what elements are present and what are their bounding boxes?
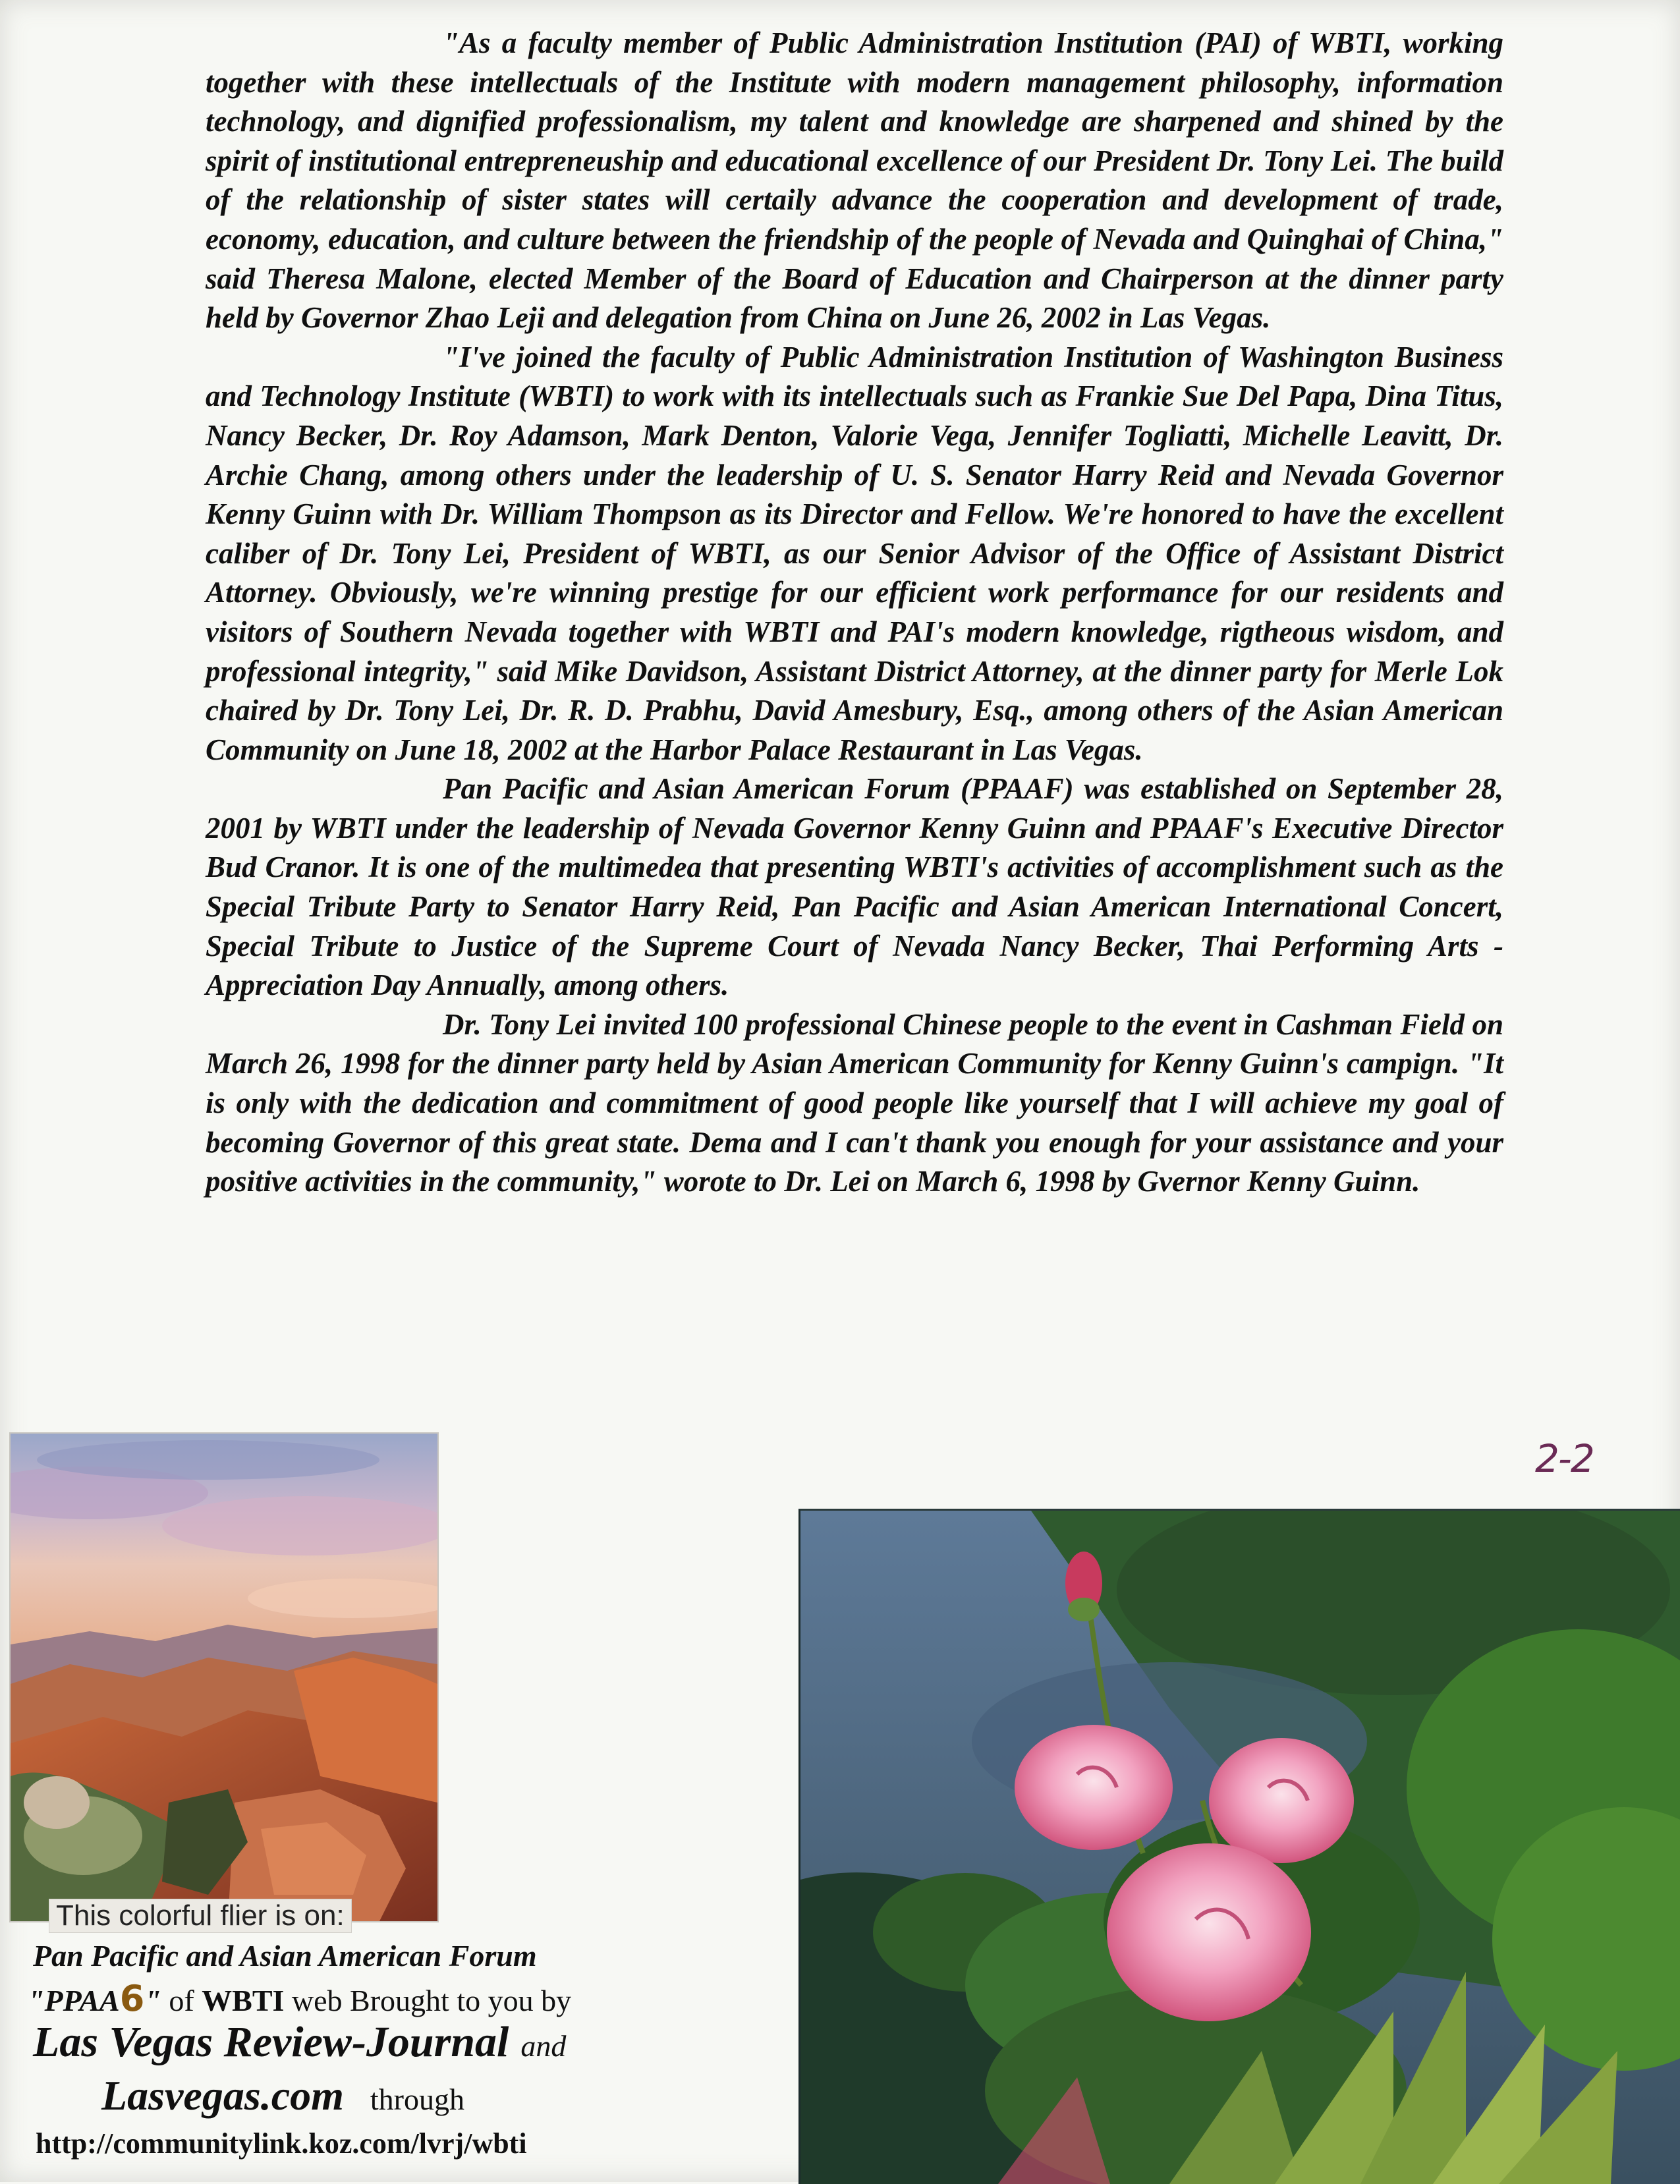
- flier-ppaa: "PPAA: [28, 1984, 120, 2017]
- flier-lasvegas: Lasvegas.com: [101, 2072, 344, 2119]
- canyon-photo: [9, 1432, 439, 1922]
- paragraph-ppaaf: Pan Pacific and Asian American Forum (PPAAF) was established on September 28, 2001 by WBTI under the leadership of Nevada Governor Kenny Guinn and PPAAF's Executive Director Bud Cranor. It is one of the multimedea that presenting WBTI's activities of accomplishment such as the Special Tribute Party to Senator Harry Reid, Pan Pacific and Asian American International Concert, Special Tribute to Justice of the Supreme Court of Nevada Nancy Becker, Thai Performing Arts - Appreciation Day Annually, among others.: [206, 772, 1503, 1002]
- roses-illustration: [800, 1511, 1680, 2184]
- paragraph-mike-davidson: "I've joined the faculty of Public Administration Institution of Washington Business and Technology Institute (WBTI) to work with its intellectuals such as Frankie Sue Del Papa, Dina Titus, Nancy Becker, Dr. Roy Adamson, Mark Denton, Valorie Vega, Jennifer Togliatti, Michelle Leavitt, Dr. Archie Chang, among others under the leadership of U. S. Senator Harry Reid and Nevada Governor Kenny Guinn with Dr. William Thompson as its Director and Fellow. We're honored to have the excellent caliber of Dr. Tony Lei, President of WBTI, as our Senior Advisor of the Office of Assistant District Attorney. Obviously, we're winning prestige for our efficient work performance for our residents and visitors of Southern Nevada together with WBTI and PAI's modern knowledge, rigtheous wisdom, and professional integrity," said Mike Davidson, Assistant District Attorney, at the dinner party for Merle Lok chaired by Dr. Tony Lei, Dr. R. D. Prabhu, David Amesbury, Esq., among others of the Asian American Community on June 18, 2002 at the Harbor Palace Restaurant in Las Vegas.: [206, 340, 1503, 766]
- flier-quote-close: ": [144, 1984, 161, 2017]
- flier-lasvegas-line: [101, 2071, 464, 2120]
- flier-caption: [9, 1891, 655, 2181]
- flier-wbti: WBTI: [202, 1984, 285, 2017]
- flier-of: of: [161, 1984, 202, 2017]
- flier-forum-name: Pan Pacific and Asian American Forum: [33, 1939, 537, 1973]
- flier-through: through: [370, 2083, 465, 2116]
- flier-label: This colorful flier is on:: [49, 1899, 352, 1933]
- canyon-illustration: [11, 1434, 437, 1921]
- flier-lvrj-line: [33, 2017, 566, 2067]
- flier-lvrj: Las Vegas Review-Journal: [33, 2018, 509, 2066]
- roses-photo: [798, 1509, 1680, 2184]
- paragraph-theresa-malone: "As a faculty member of Public Administration Institution (PAI) of WBTI, working together with these intellectuals of the Institute with modern management philosophy, information technology, and dignified professionalism, my talent and knowledge are sharpened and shined by the spirit of institutional entrepreneuship and educational excellence of our President Dr. Tony Lei. The build of the relationship of sister states will certaily advance the cooperation and development of trade, economy, education, and culture between the friendship of the people of Nevada and Quinghai of China," said Theresa Malone, elected Member of the Board of Education and Chairperson at the dinner party held by Governor Zhao Leji and delegation from China on June 26, 2002 in Las Vegas.: [206, 26, 1503, 335]
- flier-url-link[interactable]: http://communitylink.koz.com/lvrj/wbti: [36, 2127, 527, 2160]
- flier-and: and: [520, 2029, 567, 2063]
- page-number: 2-2: [1535, 1436, 1594, 1481]
- flier-ppaa-number: 6: [119, 1978, 145, 2019]
- flier-web-text: web Brought to you by: [284, 1984, 572, 2017]
- paragraph-kenny-guinn: Dr. Tony Lei invited 100 professional Chinese people to the event in Cashman Field on March 26, 1998 for the dinner party held by Asian American Community for Kenny Guinn's campign. "It is only with the dedication and commitment of good people like yourself that I will achieve my goal of becoming Governor of this great state. Dema and I can't thank you enough for your assistance and your positive activities in the community," worote to Dr. Lei on March 6, 1998 by Gvernor Kenny Guinn.: [206, 1007, 1503, 1198]
- article-body: [206, 24, 1503, 1202]
- flier-ppaa-line: [28, 1978, 571, 2019]
